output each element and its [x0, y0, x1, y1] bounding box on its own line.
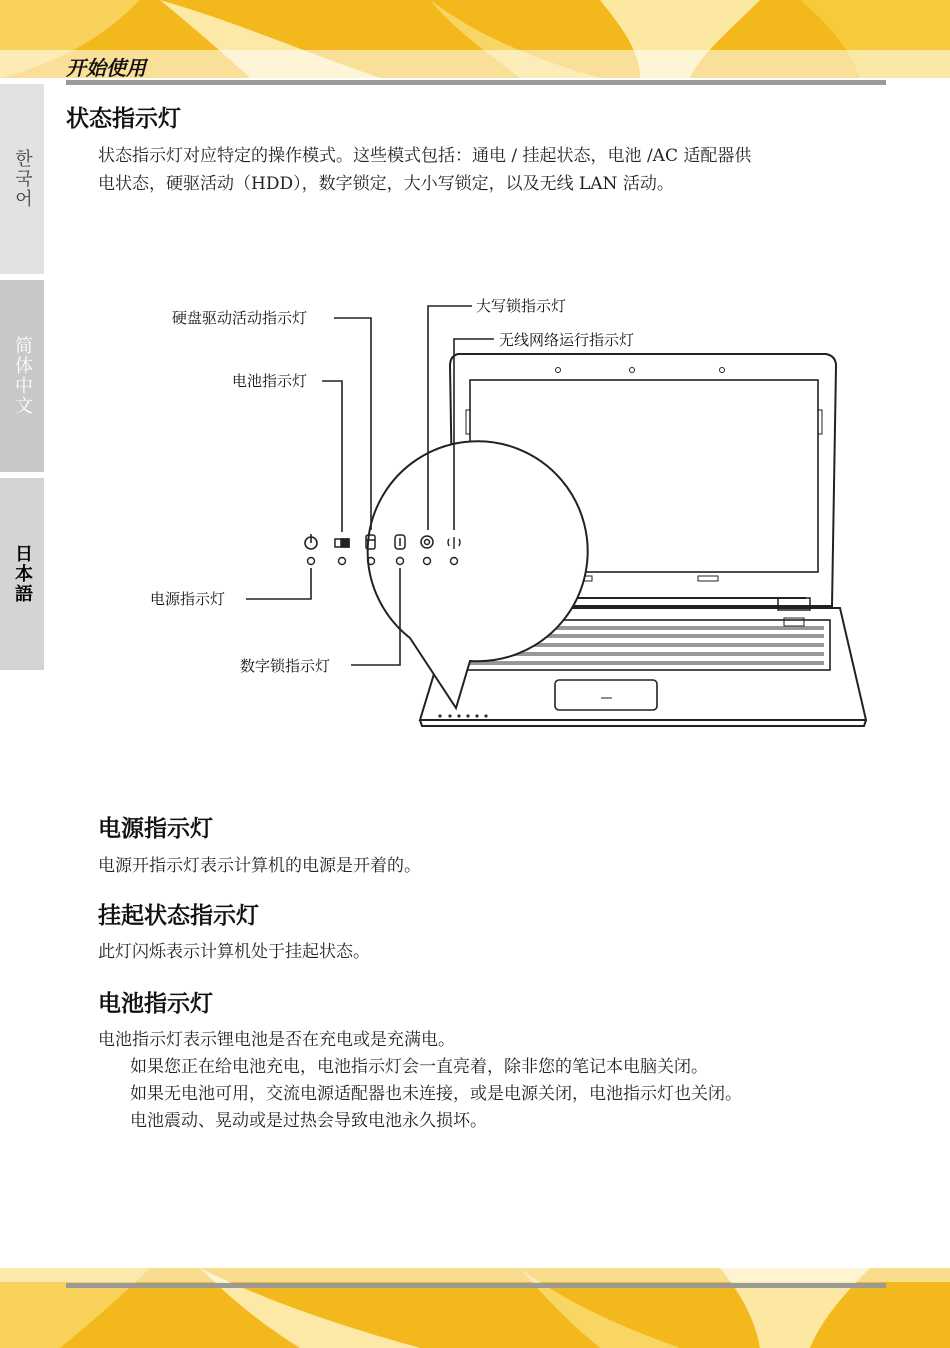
label-wireless: 无线网络运行指示灯	[499, 331, 635, 349]
battery-bullet-2: 如果无电池可用，交流电源适配器也未连接，或是电源关闭，电池指示灯也关闭。	[130, 1084, 742, 1104]
status-title: 状态指示灯	[66, 106, 181, 132]
battery-bullet-3: 电池震动、晃动或是过热会导致电池永久损坏。	[130, 1111, 487, 1131]
power-title: 电源指示灯	[98, 816, 213, 842]
power-led-icon	[305, 534, 317, 549]
battery-led-icon	[335, 539, 349, 547]
tab-korean-label: 한국어	[12, 149, 33, 209]
section-label: 开始使用	[66, 56, 146, 80]
tab-japanese-label: 日本語	[12, 544, 33, 604]
status-line-2: 电状态，硬驱活动（HDD），数字锁定，大小写锁定，以及无线 LAN 活动。	[98, 174, 674, 194]
footer-rule	[66, 1283, 886, 1288]
label-battery: 电池指示灯	[232, 372, 308, 390]
laptop-front-leds	[438, 714, 487, 717]
battery-text: 电池指示灯表示锂电池是否在充电或是充满电。	[98, 1030, 455, 1050]
battery-title: 电池指示灯	[98, 991, 213, 1017]
label-numlock: 数字锁指示灯	[240, 657, 331, 675]
label-hdd: 硬盘驱动活动指示灯	[172, 309, 308, 327]
power-text: 电源开指示灯表示计算机的电源是开着的。	[98, 856, 421, 876]
suspend-text: 此灯闪烁表示计算机处于挂起状态。	[98, 942, 370, 962]
battery-bullet-1: 如果您正在给电池充电，电池指示灯会一直亮着，除非您的笔记本电脑关闭。	[130, 1057, 708, 1077]
label-power: 电源指示灯	[150, 590, 226, 608]
suspend-title: 挂起状态指示灯	[98, 903, 259, 929]
bottom-banner	[0, 1268, 950, 1348]
status-line-1: 状态指示灯对应特定的操作模式。这些模式包括：通电 / 挂起状态，电池 /AC 适配器供	[98, 146, 752, 166]
tab-simplified-chinese-label: 简体中文	[12, 336, 33, 416]
label-capslock: 大写锁指示灯	[476, 297, 567, 315]
